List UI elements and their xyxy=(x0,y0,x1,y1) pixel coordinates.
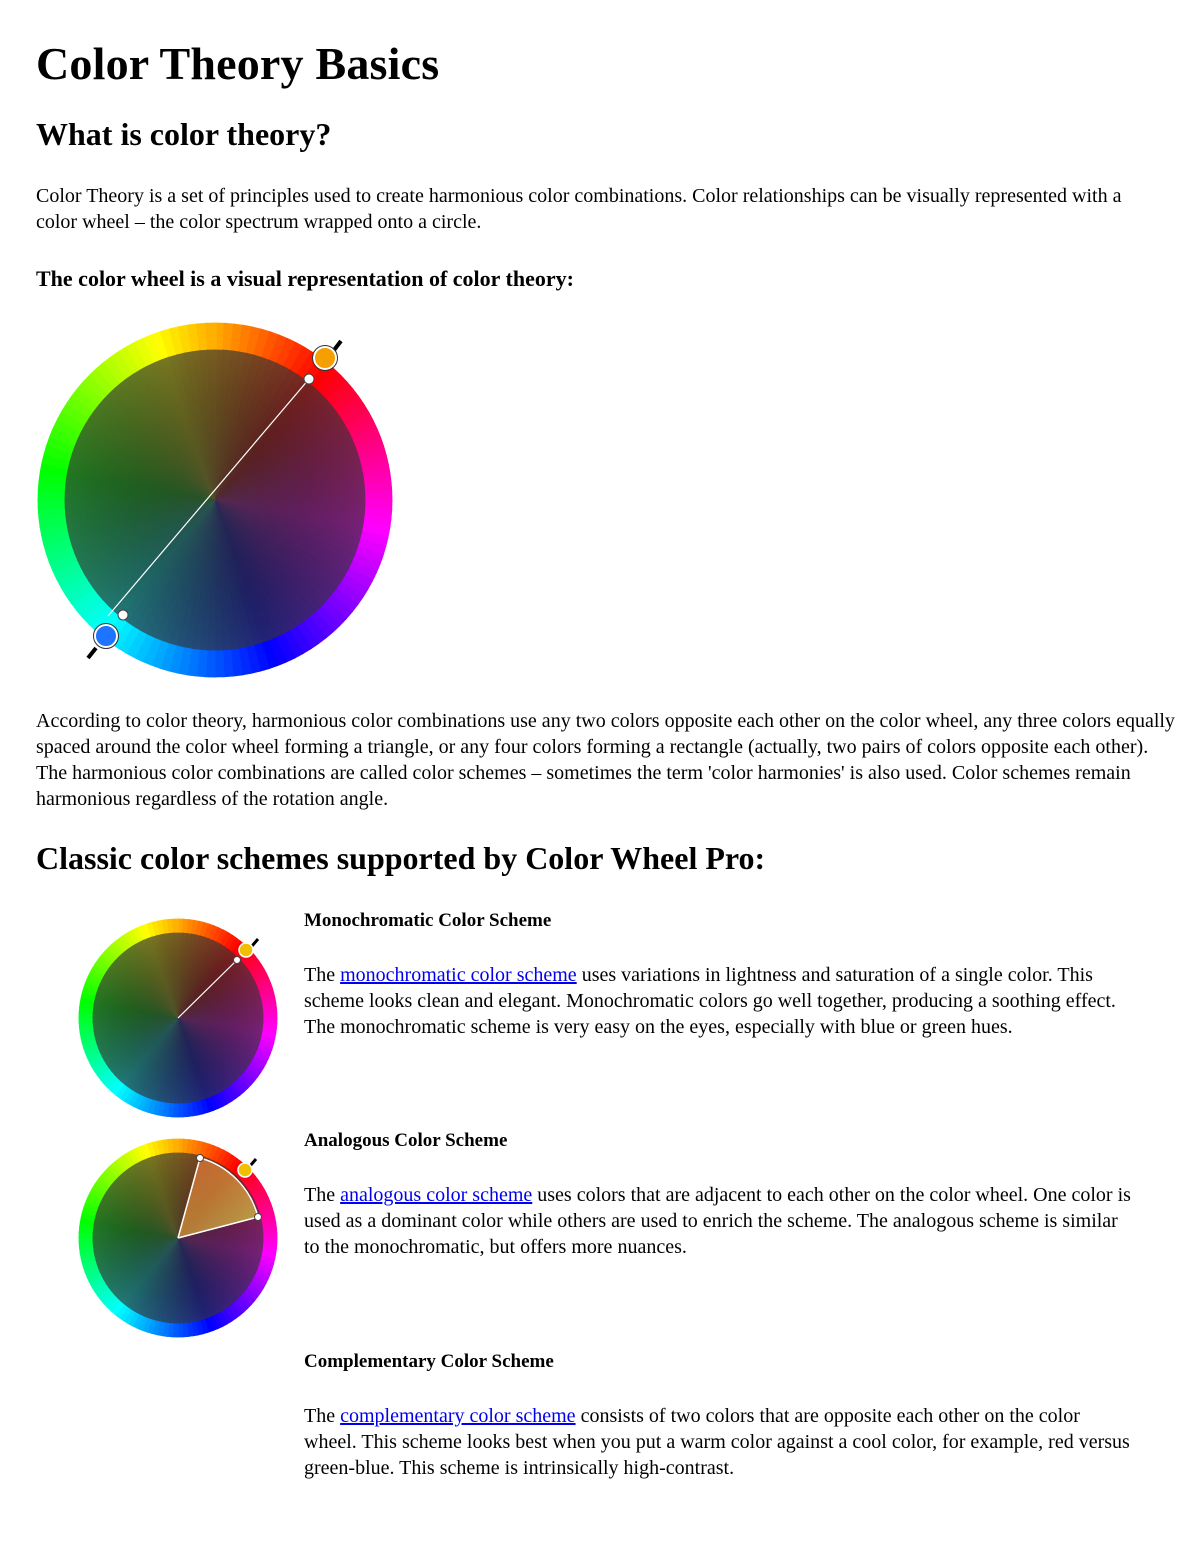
scheme-description xyxy=(304,1182,1134,1260)
scheme-title: Monochromatic Color Scheme xyxy=(304,910,552,931)
complementary-scheme-link[interactable]: complementary color scheme xyxy=(340,1405,576,1427)
analogous-wheel-image xyxy=(78,1136,278,1340)
scheme-description xyxy=(304,962,1134,1040)
color-wheel-heading: The color wheel is a visual representation of color theory: xyxy=(36,266,574,291)
scheme-monochromatic xyxy=(304,908,1134,1040)
mono-handle-stem xyxy=(252,939,258,946)
inner-point-bottom xyxy=(118,610,128,620)
scheme-title: Complementary Color Scheme xyxy=(304,1351,554,1372)
section-heading-classic-schemes: Classic color schemes supported by Color Wheel Pro: xyxy=(36,840,766,876)
according-paragraph: According to color theory, harmonious color combinations use any two colors opposite each other on the color wheel, any three colors equally spaced around the color wheel forming a triangle, or any four colors forming a rectangle (actually, two pairs of colors opposite each other). The harmonious color combinations are called color schemes – sometimes the term 'color harmonies' is also used. Color schemes remain harmonious regardless of the rotation angle. xyxy=(36,710,1175,810)
wheel-inner-disc xyxy=(65,350,365,650)
yellow-marker-icon xyxy=(239,943,253,957)
scheme-text-suffix: consists of two colors that are opposite each other on the color wheel. This scheme looks best when you put a warm color against a cool color, for example, red versus green-blue. This scheme is intrinsically high-contrast. xyxy=(304,1405,1130,1479)
inner-point-top xyxy=(304,374,314,384)
scheme-description xyxy=(304,1403,1134,1481)
yellow-marker-icon xyxy=(238,1163,252,1177)
scheme-text-suffix: uses colors that are adjacent to each other on the color wheel. One color is used as a dominant color while others are used to enrich the scheme. The analogous scheme is similar to the monochromatic, but offers more nuances. xyxy=(304,1184,1131,1258)
monochromatic-scheme-link[interactable]: monochromatic color scheme xyxy=(340,964,577,986)
page-title: Color Theory Basics xyxy=(36,38,440,89)
intro-paragraph: Color Theory is a set of principles used to create harmonious color combinations. Color relationships can be visually represented with a color wheel – the color spectrum wrapped onto a circle. xyxy=(36,185,1122,233)
monochromatic-wheel-image xyxy=(78,916,278,1120)
scheme-text-prefix: The xyxy=(304,1184,341,1206)
scheme-text-prefix: The xyxy=(304,964,341,986)
scheme-complementary xyxy=(304,1349,1134,1481)
handle-stem-bottom xyxy=(88,648,96,658)
scheme-analogous xyxy=(304,1128,1134,1260)
scheme-title: Analogous Color Scheme xyxy=(304,1130,508,1151)
analogous-handle-stem xyxy=(250,1159,256,1166)
mono-inner-point xyxy=(234,957,241,964)
orange-marker-icon xyxy=(314,347,336,369)
scheme-text-suffix: uses variations in lightness and saturation of a single color. This scheme looks clean and elegant. Monochromatic colors go well together, producing a soothing effect. The monochromatic scheme is very easy on the eyes, especially with blue or green hues. xyxy=(304,964,1116,1038)
analogous-scheme-link[interactable]: analogous color scheme xyxy=(340,1184,533,1206)
section-heading-what-is-color-theory: What is color theory? xyxy=(36,116,332,152)
blue-marker-icon xyxy=(95,625,117,647)
color-wheel-complementary-illustration xyxy=(36,316,396,684)
scheme-text-prefix: The xyxy=(304,1405,341,1427)
